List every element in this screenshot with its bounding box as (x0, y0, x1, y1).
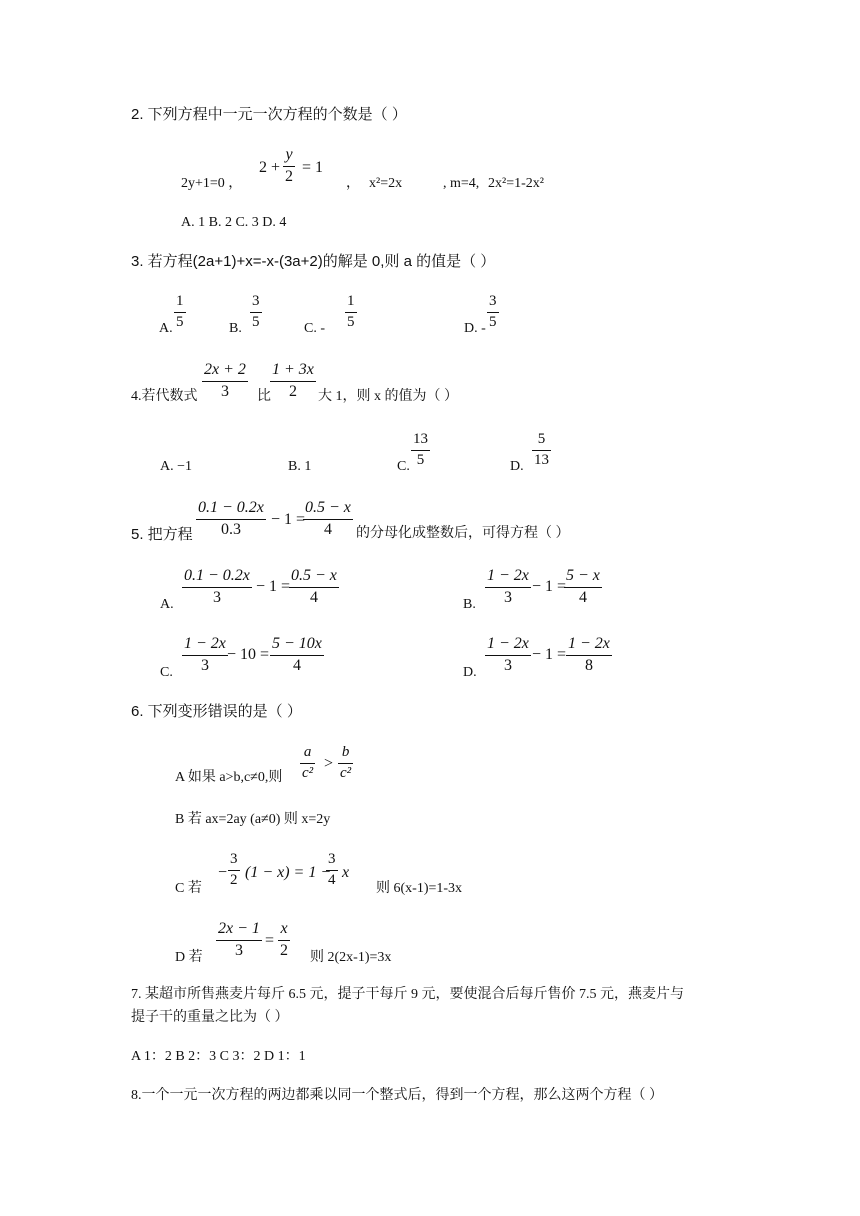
fraction-bar (216, 940, 262, 941)
q6-option-c-fraction-1 (228, 852, 240, 888)
fraction-bar (564, 587, 602, 588)
question-3-stem: 3. 若方程(2a+1)+x=-x-(3a+2)的解是 0,则 a 的值是（ ） (131, 253, 496, 270)
q4-option-d-fraction (532, 432, 551, 468)
fraction-bar (182, 587, 252, 588)
q3-option-d-label: D. - (464, 321, 486, 336)
q5-option-c-middle: − 10 = (227, 646, 270, 663)
denominator: 4 (323, 521, 332, 538)
numerator: 1 + 3x (272, 361, 314, 378)
q5-option-b-label: B. (463, 597, 476, 612)
q5-equation-fraction-1 (196, 500, 266, 538)
denominator: 0.3 (220, 521, 241, 538)
q7-options: A 1：2 B 2：3 C 3：2 D 1：1 (131, 1049, 306, 1064)
numerator: 3 (252, 293, 260, 309)
q2-equation-2-lead: 2 + (259, 159, 281, 176)
q6-option-c-fraction-2 (326, 852, 338, 888)
q4-fraction-1 (202, 362, 248, 400)
fraction-bar (196, 519, 266, 520)
fraction-bar (532, 450, 551, 451)
question-5-stem-lead: 5. 把方程 (131, 526, 193, 543)
q3-option-d-fraction (487, 294, 499, 330)
q6-option-c-middle: (1 − x) = 1 − (245, 864, 332, 881)
q2-equation-2-tail: = 1 (302, 159, 324, 176)
denominator: 5 (347, 314, 355, 330)
fraction-bar (270, 655, 324, 656)
numerator: 2x + 2 (204, 361, 246, 378)
question-7-line-2: 提子干的重量之比为（ ） (131, 1010, 289, 1025)
fraction-bar (182, 655, 228, 656)
denominator: 3 (234, 942, 243, 959)
question-4-stem-tail: 大 1，则 x 的值为（ ） (318, 389, 458, 404)
numerator: 13 (413, 431, 428, 447)
fraction-bar (228, 870, 240, 871)
numerator: 5 − x (566, 567, 600, 584)
numerator: b (341, 744, 350, 760)
q6-option-b: B 若 ax=2ay (a≠0) 则 x=2y (175, 812, 331, 827)
q5-option-a-fraction-1 (182, 568, 252, 606)
q5-option-d-middle: − 1 = (532, 646, 567, 663)
numerator: 1 − 2x (568, 635, 610, 652)
numerator: 2x − 1 (218, 920, 260, 937)
numerator: y (285, 146, 293, 163)
q5-option-b-fraction-2 (564, 568, 602, 606)
fraction-bar (300, 763, 315, 764)
denominator: 4 (328, 872, 336, 888)
fraction-bar (485, 655, 531, 656)
fraction-bar (487, 312, 499, 313)
q6-option-c-minus: − (218, 864, 228, 881)
q6-option-c-label: C 若 (175, 881, 202, 896)
denominator: c² (340, 765, 352, 781)
q6-option-d-fraction-1 (216, 921, 262, 959)
denominator: 2 (280, 942, 288, 959)
fraction-bar (326, 870, 338, 871)
denominator: 4 (578, 589, 587, 606)
question-6-stem: 6. 下列变形错误的是（ ） (131, 703, 302, 720)
q6-option-a-text: A 如果 a>b,c≠0,则 (175, 770, 283, 785)
q6-option-d-fraction-2 (278, 921, 290, 959)
fraction-bar (202, 381, 248, 382)
fraction-bar (411, 450, 430, 451)
q4-option-d-label: D. (510, 459, 524, 474)
q3-option-b-label: B. (229, 321, 242, 336)
q3-option-c-fraction (345, 294, 357, 330)
q5-option-a-middle: − 1 = (256, 578, 291, 595)
q6-option-a-greater: > (324, 755, 334, 772)
q2-separator: ， (346, 176, 360, 191)
numerator: 3 (489, 293, 497, 309)
q2-equation-4: , m=4, (443, 176, 480, 191)
denominator: 5 (489, 314, 497, 330)
q3-option-b-fraction (250, 294, 262, 330)
fraction-bar (303, 519, 353, 520)
numerator: 3 (328, 851, 336, 867)
q2-equation-5: 2x²=1-2x² (488, 176, 544, 191)
question-7-line-1: 7. 某超市所售燕麦片每斤 6.5 元，提子干每斤 9 元，要使混合后每斤售价 7.5 元，燕麦片与 (131, 987, 684, 1002)
q5-option-d-fraction-1 (485, 636, 531, 674)
denominator: 5 (416, 452, 425, 468)
q5-option-c-label: C. (160, 665, 173, 680)
denominator: 4 (292, 657, 301, 674)
fraction-bar (283, 166, 295, 167)
fraction-bar (485, 587, 531, 588)
q5-option-d-fraction-2 (566, 636, 612, 674)
q5-equation-middle: − 1 = (271, 511, 306, 528)
denominator: c² (302, 765, 314, 781)
fraction-bar (278, 940, 290, 941)
numerator: 1 − 2x (184, 635, 226, 652)
numerator: 5 (537, 431, 546, 447)
q5-equation-fraction-2 (303, 500, 353, 538)
numerator: 0.5 − x (305, 499, 351, 516)
q2-equation-1: 2y+1=0 ， (181, 176, 243, 191)
denominator: 5 (176, 314, 184, 330)
denominator: 3 (200, 657, 209, 674)
q5-option-c-fraction-1 (182, 636, 228, 674)
q5-option-c-fraction-2 (270, 636, 324, 674)
question-2-stem: 2. 下列方程中一元一次方程的个数是（ ） (131, 106, 407, 123)
q6-option-c-x: x (342, 864, 350, 881)
q4-option-c-label: C. (397, 459, 410, 474)
q4-compare-word: 比 (257, 389, 271, 404)
numerator: 0.1 − 0.2x (198, 499, 264, 516)
q4-option-a: A. −1 (160, 459, 193, 474)
q5-option-a-fraction-2 (289, 568, 339, 606)
q5-option-a-label: A. (160, 597, 174, 612)
q4-option-b: B. 1 (288, 459, 312, 474)
denominator: 5 (252, 314, 260, 330)
q5-option-b-middle: − 1 = (532, 578, 567, 595)
q6-option-c-then: 则 6(x-1)=1-3x (376, 881, 463, 896)
q6-option-d-equals: = (265, 932, 275, 949)
numerator: 1 (347, 293, 355, 309)
numerator: 0.1 − 0.2x (184, 567, 250, 584)
q5-option-b-fraction-1 (485, 568, 531, 606)
fraction-bar (338, 763, 353, 764)
denominator: 3 (212, 589, 221, 606)
numerator: x (280, 920, 288, 937)
fraction-bar (345, 312, 357, 313)
fraction-bar (289, 587, 339, 588)
fraction-bar (566, 655, 612, 656)
q4-option-c-fraction (411, 432, 430, 468)
q5-option-d-label: D. (463, 665, 477, 680)
question-4-stem-lead: 4.若代数式 (131, 389, 198, 404)
numerator: 5 − 10x (272, 635, 322, 652)
q6-option-d-label: D 若 (175, 950, 203, 965)
q3-option-a-label: A. (159, 321, 173, 336)
denominator: 2 (230, 872, 238, 888)
question-5-stem-tail: 的分母化成整数后，可得方程（ ） (356, 526, 570, 541)
denominator: 2 (288, 383, 297, 400)
denominator: 3 (503, 657, 512, 674)
numerator: 0.5 − x (291, 567, 337, 584)
q4-fraction-2 (270, 362, 316, 400)
denominator: 8 (584, 657, 593, 674)
numerator: a (303, 744, 312, 760)
denominator: 2 (285, 168, 293, 185)
numerator: 1 − 2x (487, 567, 529, 584)
q2-options: A. 1 B. 2 C. 3 D. 4 (181, 215, 287, 230)
q2-equation-2-fraction (283, 147, 295, 185)
fraction-bar (250, 312, 262, 313)
question-8-stem: 8.一个一元一次方程的两边都乘以同一个整式后，得到一个方程，那么这两个方程（ ） (131, 1088, 663, 1103)
denominator: 4 (309, 589, 318, 606)
numerator: 1 − 2x (487, 635, 529, 652)
numerator: 3 (230, 851, 238, 867)
q2-equation-3: x²=2x (369, 176, 403, 191)
numerator: 1 (176, 293, 184, 309)
fraction-bar (270, 381, 316, 382)
q3-option-c-label: C. - (304, 321, 325, 336)
q6-option-a-fraction-1 (300, 745, 315, 781)
denominator: 3 (220, 383, 229, 400)
q6-option-d-then: 则 2(2x-1)=3x (310, 950, 392, 965)
q6-option-a-fraction-2 (338, 745, 353, 781)
fraction-bar (174, 312, 186, 313)
q3-option-a-fraction (174, 294, 186, 330)
denominator: 3 (503, 589, 512, 606)
denominator: 13 (534, 452, 549, 468)
